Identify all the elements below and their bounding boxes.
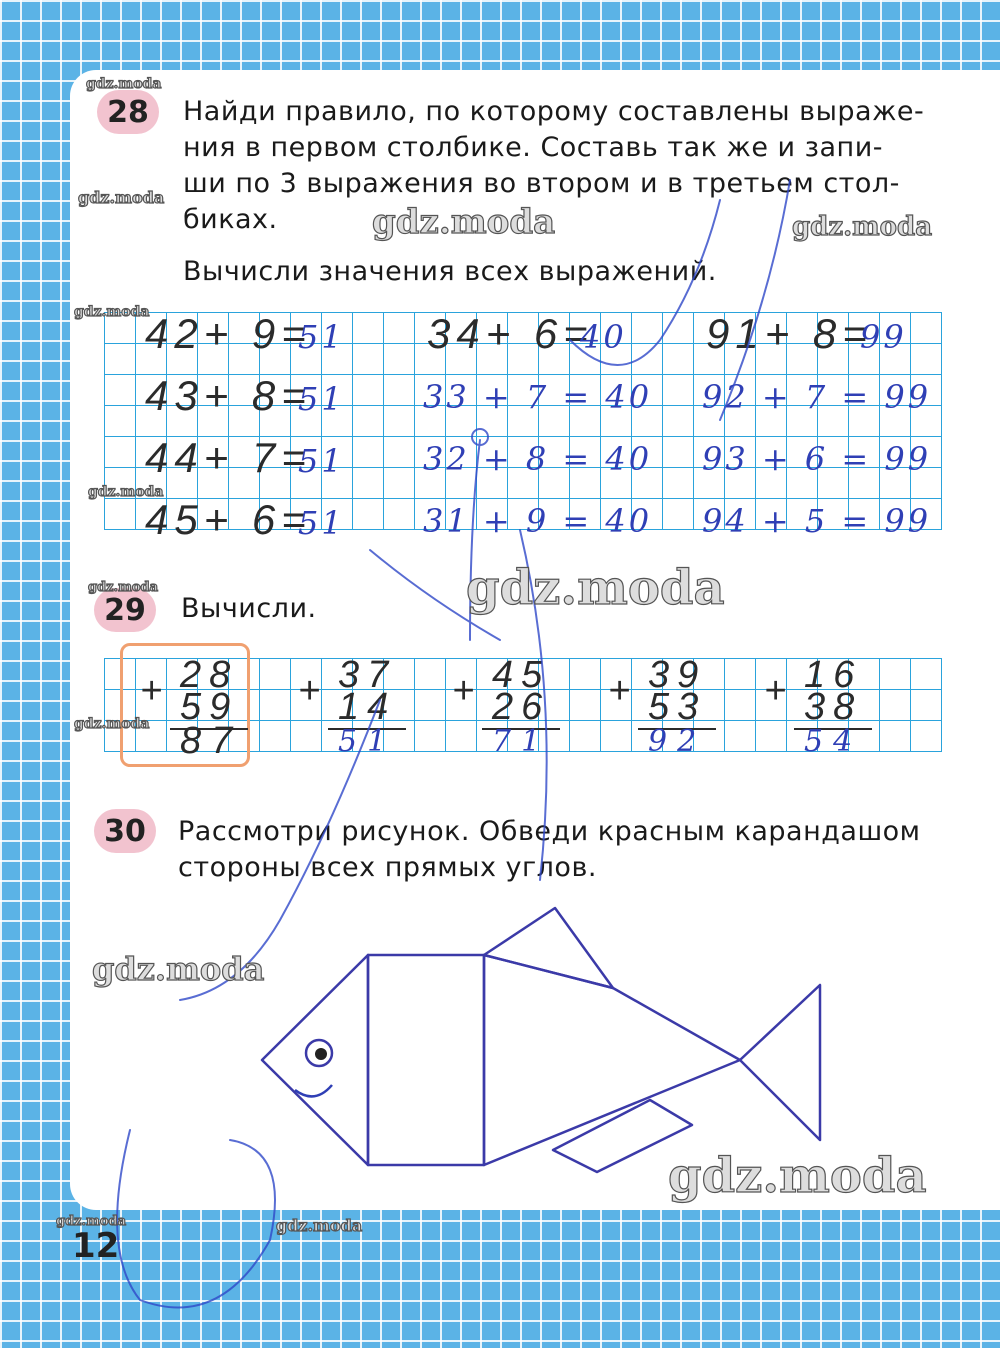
sum-4-a: 39 <box>648 654 707 696</box>
plus-sign: + <box>140 670 163 712</box>
task-30-line-1: Рассмотри рисунок. Обведи красным карандашом <box>178 816 921 847</box>
c3-written-1: 92 + 7 = 99 <box>702 378 932 416</box>
watermark-2: gdz.moda <box>78 188 165 207</box>
plus-sign: + <box>608 670 631 712</box>
c1-expr-1: 42+ 9= <box>145 310 312 357</box>
c1-expr-3: 44+ 7= <box>145 434 312 481</box>
watermark-4: gdz.moda <box>792 212 933 242</box>
c3-answer-1: 99 <box>860 318 907 356</box>
c3-written-3: 94 + 5 = 99 <box>702 502 932 540</box>
watermark-11: gdz.moda <box>668 1148 927 1204</box>
task-28-subtask: Вычисли значения всех выражений. <box>183 256 717 287</box>
sum-2-result: 51 <box>338 724 397 759</box>
watermark-5: gdz.moda <box>74 304 150 320</box>
sum-3-result: 71 <box>492 724 551 759</box>
c3-expr-1: 91+ 8= <box>706 310 873 357</box>
task-28-line-2: ния в первом столбике. Составь так же и запи- <box>183 132 883 163</box>
sum-5-a: 16 <box>804 654 863 696</box>
c1-answer-2: 51 <box>298 380 345 418</box>
sum-1-result: 87 <box>180 720 243 762</box>
task-28-badge: 28 <box>97 90 159 134</box>
c2-expr-1: 34+ 6= <box>427 310 594 357</box>
plus-sign: + <box>298 670 321 712</box>
sum-3-a: 45 <box>492 654 551 696</box>
watermark-12: gdz.moda <box>56 1214 127 1229</box>
sum-4-b: 53 <box>648 686 707 728</box>
watermark-6: gdz.moda <box>88 484 164 500</box>
watermark-9: gdz.moda <box>74 716 150 732</box>
task-29-text: Вычисли. <box>181 593 317 624</box>
sum-4-result: 92 <box>648 724 707 759</box>
plus-sign: + <box>764 670 787 712</box>
scribble-1 <box>570 200 720 365</box>
c1-answer-1: 51 <box>298 318 345 356</box>
c3-written-2: 93 + 6 = 99 <box>702 440 932 478</box>
c1-answer-4: 51 <box>298 504 345 542</box>
c1-expr-2: 43+ 8= <box>145 372 312 419</box>
plus-sign: + <box>452 670 475 712</box>
task-28-line-3: ши по 3 выражения во втором и в третьем стол- <box>183 168 900 199</box>
task-30-line-2: стороны всех прямых углов. <box>178 852 597 883</box>
watermark-13: gdz.moda <box>276 1216 363 1235</box>
scribble-6 <box>117 1130 275 1308</box>
scribble-2 <box>720 180 790 420</box>
task-30-badge: 30 <box>94 809 156 853</box>
c1-answer-3: 51 <box>298 442 345 480</box>
watermark-7: gdz.moda <box>466 560 725 616</box>
watermark-1: gdz.moda <box>86 76 162 92</box>
c2-written-2: 32 + 8 = 40 <box>423 440 653 478</box>
task-28-line-4: биках. <box>183 204 278 235</box>
c2-written-3: 31 + 9 = 40 <box>423 502 653 540</box>
sum-1-b: 59 <box>180 686 239 728</box>
sum-1-a: 28 <box>180 654 239 696</box>
c2-answer-1: 40 <box>580 318 627 356</box>
c1-expr-4: 45+ 6= <box>145 496 312 543</box>
task-28-line-1: Найди правило, по которому составлены выраже- <box>183 96 925 127</box>
watermark-3: gdz.moda <box>372 202 556 242</box>
sum-5-b: 38 <box>804 686 863 728</box>
task-29-badge: 29 <box>94 588 156 632</box>
watermark-10: gdz.moda <box>92 950 265 988</box>
sum-5-result: 54 <box>804 724 863 759</box>
c2-written-1: 33 + 7 = 40 <box>423 378 653 416</box>
sum-3-b: 26 <box>492 686 551 728</box>
sum-2-b: 14 <box>338 686 397 728</box>
watermark-8: gdz.moda <box>88 580 159 595</box>
page-number: 12 <box>72 1226 120 1266</box>
sum-2-a: 37 <box>338 654 397 696</box>
